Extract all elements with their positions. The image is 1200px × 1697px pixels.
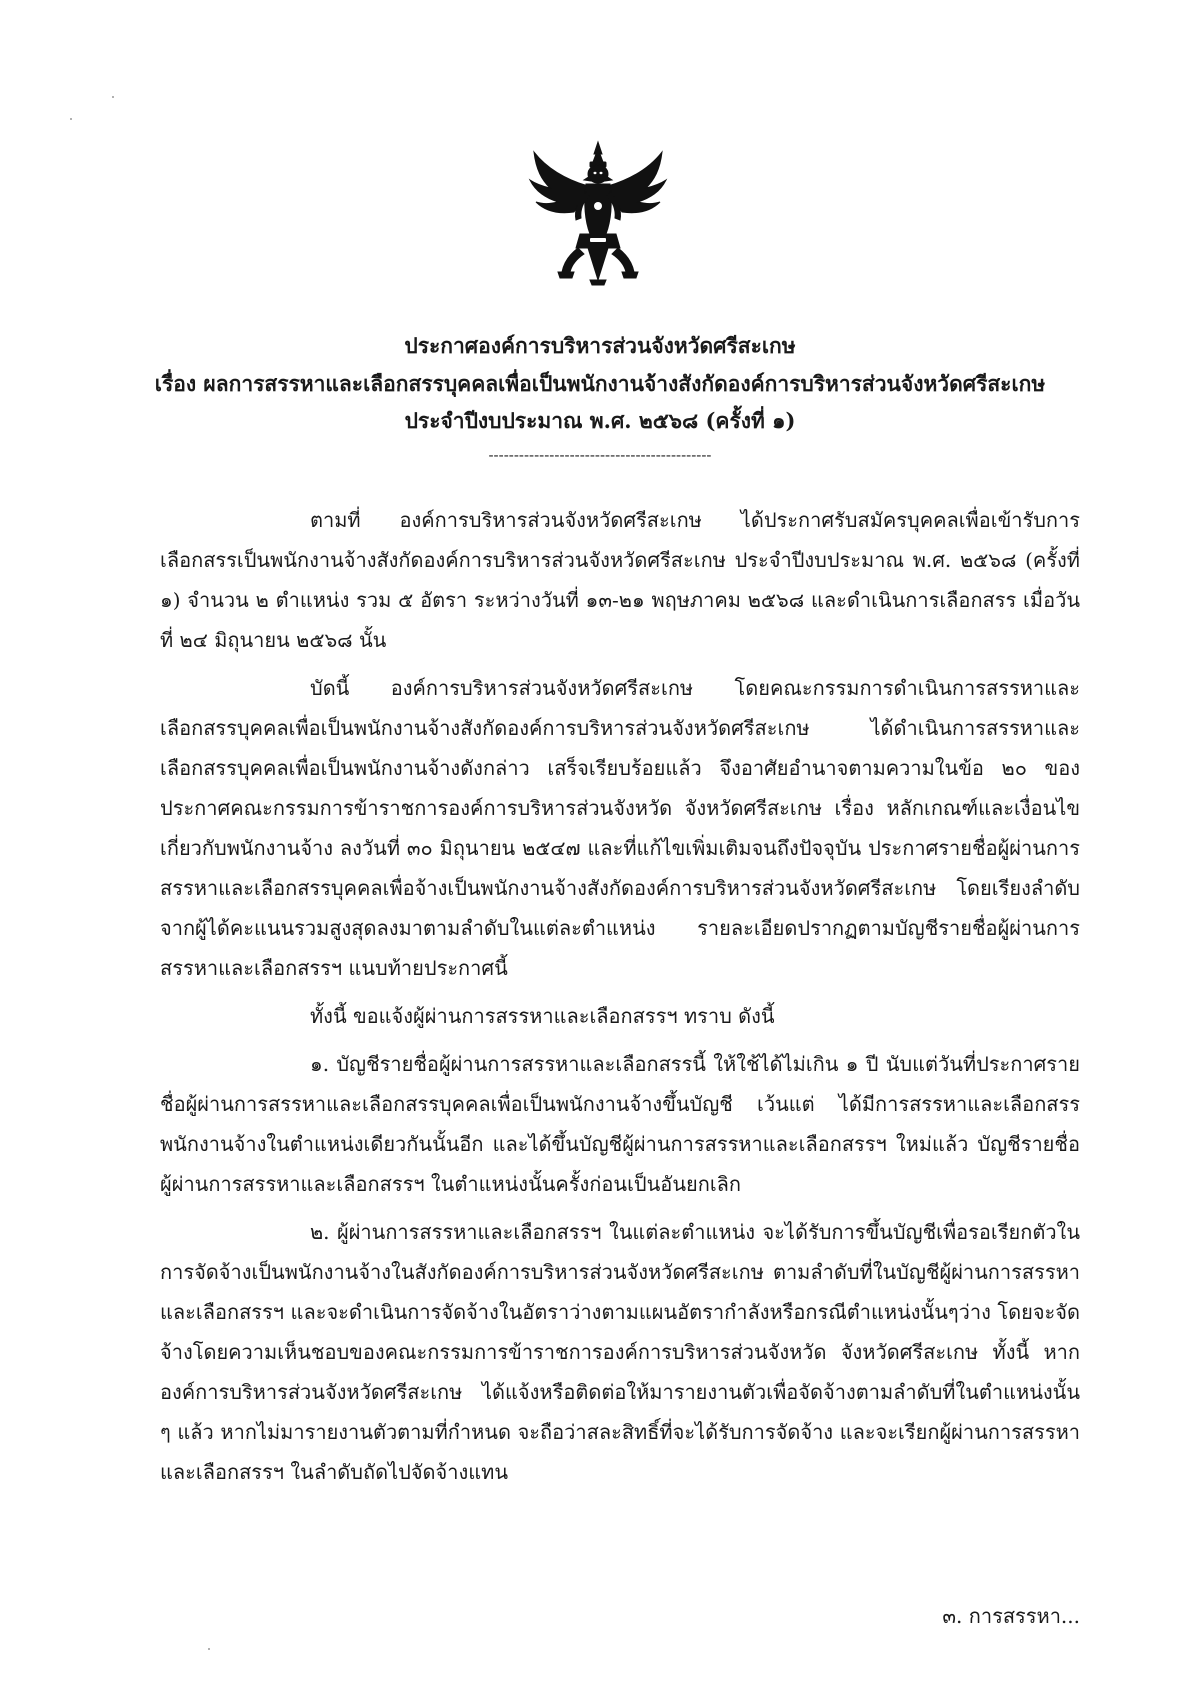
announcement-fiscal-year: ประจำปีงบประมาณ พ.ศ. ๒๕๖๘ (ครั้งที่ ๑) <box>404 408 796 433</box>
paragraph-result: บัดนี้ องค์การบริหารส่วนจังหวัดศรีสะเกษ โดยคณะกรรมการดำเนินการสรรหาและเลือกสรรบุคคลเพื่อเป็นพนักงานจ้างสังกัดองค์การบริหารส่วนจังหวัดศรีสะเกษ ได้ดำเนินการสรรหาและเลือกสรรบุคคลเพื่อเป็นพนักงานจ้างดังกล่าว เสร็จเรียบร้อยแล้ว จึงอาศัยอำนาจตามความในข้อ ๒๐ ของประกาศคณะกรรมการข้าราชการองค์การบริหารส่วนจังหวัด จังหวัดศรีสะเกษ เรื่อง หลักเกณฑ์และเงื่อนไขเกี่ยวกับพนักงานจ้าง ลงวันที่ ๓๐ มิถุนายน ๒๕๔๗ และที่แก้ไขเพิ่มเติมจนถึงปัจจุบัน ประกาศรายชื่อผู้ผ่านการสรรหาและเลือกสรรบุคคลเพื่อจ้างเป็นพนักงานจ้างสังกัดองค์การบริหารส่วนจังหวัดศรีสะเกษ โดยเรียงลำดับจากผู้ได้คะแนนรวมสูงสุดลงมาตามลำดับในแต่ละตำแหน่ง รายละเอียดปรากฏตามบัญชีรายชื่อผู้ผ่านการสรรหาและเลือกสรรฯ แนบท้ายประกาศนี้ <box>160 676 1080 980</box>
garuda-emblem-icon <box>528 140 668 286</box>
paragraph-background: ตามที่ องค์การบริหารส่วนจังหวัดศรีสะเกษ ได้ประกาศรับสมัครบุคคลเพื่อเข้ารับการเลือกสรรเป็นพนักงานจ้างสังกัดองค์การบริหารส่วนจังหวัดศรีสะเกษ ประจำปีงบประมาณ พ.ศ. ๒๕๖๘ (ครั้งที่ ๑) จำนวน ๒ ตำแหน่ง รวม ๕ อัตรา ระหว่างวันที่ ๑๓-๒๑ พฤษภาคม ๒๕๖๘ และดำเนินการเลือกสรร เมื่อวันที่ ๒๔ มิถุนายน ๒๕๖๘ นั้น <box>160 508 1080 652</box>
scan-speck <box>208 1648 210 1650</box>
next-page-continuation: ๓. การสรรหา... <box>942 1604 1080 1628</box>
paragraph-item-2: ๒. ผู้ผ่านการสรรหาและเลือกสรรฯ ในแต่ละตำแหน่ง จะได้รับการขึ้นบัญชีเพื่อรอเรียกตัวในการจัดจ้างเป็นพนักงานจ้างในสังกัดองค์การบริหารส่วนจังหวัดศรีสะเกษ ตามลำดับที่ในบัญชีผู้ผ่านการสรรหาและเลือกสรรฯ และจะดำเนินการจัดจ้างในอัตราว่างตามแผนอัตรากำลังหรือกรณีตำแหน่งนั้นๆว่าง โดยจะจัดจ้างโดยความเห็นชอบของคณะกรรมการข้าราชการองค์การบริหารส่วนจังหวัด จังหวัดศรีสะเกษ ทั้งนี้ หากองค์การบริหารส่วนจังหวัดศรีสะเกษ ได้แจ้งหรือติดต่อให้มารายงานตัวเพื่อจัดจ้างตามลำดับที่ในตำแหน่งนั้น ๆ แล้ว หากไม่มารายงานตัวตามที่กำหนด จะถือว่าสละสิทธิ์ที่จะได้รับการจัดจ้าง และจะเรียกผู้ผ่านการสรรหาและเลือกสรรฯ ในลำดับถัดไปจัดจ้างแทน <box>160 1220 1080 1484</box>
header-divider: -------------------------------------------- <box>488 446 712 464</box>
announcement-title: ประกาศองค์การบริหารส่วนจังหวัดศรีสะเกษ <box>404 333 796 358</box>
paragraph-notice-intro: ทั้งนี้ ขอแจ้งผู้ผ่านการสรรหาและเลือกสรรฯ ทราบ ดังนี้ <box>310 1004 775 1028</box>
announcement-body <box>160 500 1080 1500</box>
announcement-subject: เรื่อง ผลการสรรหาและเลือกสรรบุคคลเพื่อเป็นพนักงานจ้างสังกัดองค์การบริหารส่วนจังหวัดศรีสะเกษ <box>154 371 1046 396</box>
scan-speck <box>70 118 72 120</box>
scan-speck <box>112 96 114 98</box>
paragraph-item-1: ๑. บัญชีรายชื่อผู้ผ่านการสรรหาและเลือกสรรนี้ ให้ใช้ได้ไม่เกิน ๑ ปี นับแต่วันที่ประกาศรายชื่อผู้ผ่านการสรรหาและเลือกสรรบุคคลเพื่อเป็นพนักงานจ้างขึ้นบัญชี เว้นแต่ ได้มีการสรรหาและเลือกสรรพนักงานจ้างในตำแหน่งเดียวกันนั้นอีก และได้ขึ้นบัญชีผู้ผ่านการสรรหาและเลือกสรรฯ ใหม่แล้ว บัญชีรายชื่อผู้ผ่านการสรรหาและเลือกสรรฯ ในตำแหน่งนั้นครั้งก่อนเป็นอันยกเลิก <box>160 1052 1080 1196</box>
